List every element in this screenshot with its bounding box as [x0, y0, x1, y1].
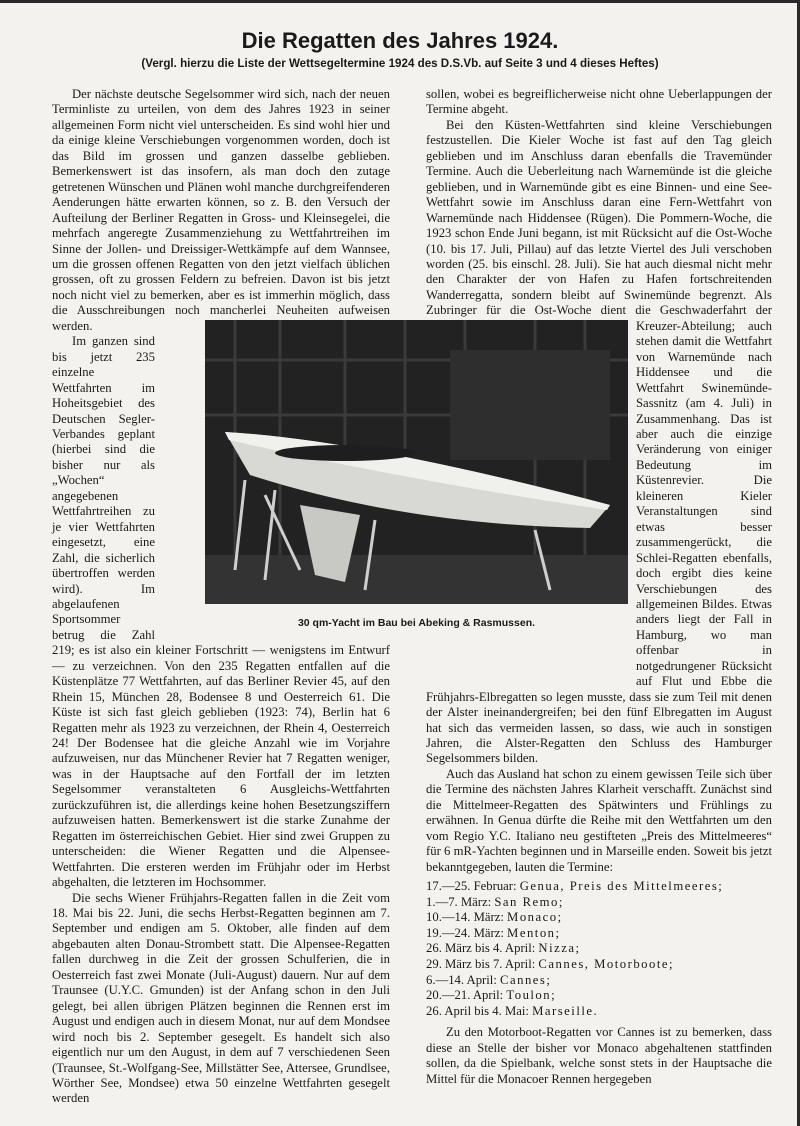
term-event: Cannes;: [500, 972, 552, 987]
term-event: Marseille.: [532, 1003, 599, 1018]
term-event: San Remo;: [494, 894, 564, 909]
term-event: Nizza;: [538, 941, 581, 956]
term-date: 6.—14. April:: [426, 972, 497, 987]
term-date: 10.—14. März:: [426, 910, 504, 925]
page-subtitle: (Vergl. hierzu die Liste der Wettsegeltermine 1924 des D.S.Vb. auf Seite 3 und 4 dieses Heftes): [141, 57, 659, 70]
figure-caption: 30 qm-Yacht im Bau bei Abeking & Rasmussen.: [297, 617, 536, 629]
term-date: 29. März bis 7. April:: [426, 957, 536, 972]
term-date: 1.—7. März:: [426, 894, 492, 909]
yacht-photo: [205, 320, 628, 604]
term-event: Cannes, Motorboote;: [538, 957, 675, 972]
term-date: 20.—21. April:: [426, 988, 504, 1003]
paragraph: Bei den Küsten-Wettfahrten sind kleine Verschiebungen festzustellen. Die Kieler Woche ist fast auf den Tag gleich geblieben und im Anschluss daran ebenfalls die Travemünder Termine. Auch die Ueberleitung nach Warnemünde ist die gleiche geblieben, und in Warnemünde gibt es eine Binnen- und eine See-Wettfahrt sowie im Anschluss daran eine Fern-Wettfahrt von Warnemünde nach Hiddensee (Rügen). Die Pommern-Woche, die 1923 schon Ende Juni begann, ist mit Rücksicht auf die Ost-Woche (10. bis 17. Juli, Pillau) auf das letzte Viertel des Juli verschoben worden (25. bis einschl. 28. Juli). Sie hat auch diesmal nicht mehr den Charakter der von Hafen zu Hafen fortschreitenden Wanderregatta, sondern bleibt auf Swinemünde begrenzt. Als Zubringer für die Ost-Woche dient die Geschwaderfahrt der Kreuzer-Abteilung; auch stehen damit die Wettfahrt von Warnemünde nach Hiddensee und die Wettfahrt Swinemünde-Sassnitz (am 4. Juli) in Zusammenhang. Das ist aber auch die einzige Veränderung von einiger Bedeutung im Küstenrevier. Die kleineren Kieler Veranstaltungen sind etwas besser zusammengerückt, die Schlei-Regatten ebenfalls, doch ergibt dies keine Verschiebungen des allgemeinen Bildes. Etwas anders liegt der Fall in Hamburg, wo man offenbar in notgedrungener Rücksicht auf Flut und Ebbe die Frühjahrs-Elbregatten so legen musste, dass sie zum Teil mit denen der Alster ineinandergreifen; bei den fünf Elbregatten im August hat sich das vermeiden lassen, so dass, wie auch in sonstigen Jahren, die Alster-Regatten den Schluss des Hamburger Segelsommers bilden.: [426, 117, 772, 766]
term-item: [426, 988, 772, 1004]
term-date: 17.—25. Februar:: [426, 879, 517, 894]
term-item: [426, 941, 772, 957]
paragraph: Zu den Motorboot-Regatten vor Cannes ist zu bemerken, dass diese an Stelle der bisher vor Monaco abgehaltenen stattfinden sollen, da die Spielbank, welche sonst stets in der Hauptsache die Mittel für die Monacoer Rennen hergegeben: [426, 1025, 772, 1086]
term-item: [426, 926, 772, 942]
term-item: [426, 957, 772, 973]
term-date: 19.—24. März:: [426, 925, 504, 940]
paragraph: Im ganzen sind bis jetzt 235 einzelne Wettfahrten im Hoheitsgebiet des Deutschen Segler-Verbandes geplant (hierbei sind die bisher nur als „Wochen“ angegebenen Wettfahrtreihen zu je vier Wettfahrten eingesetzt, eine Zahl, die sicherlich übertroffen werden wird). Im abgelaufenen Sportsommer betrug die Zahl 219; es ist also ein kleiner Fortschritt — wenigstens im Entwurf — zu verzeichnen. Von den 235 Regatten entfallen auf die Küstenplätze 77 Wettfahrten, auf das Berliner Revier 45, auf den Rhein 15, München 28, Bodensee 8 und Oesterreich 61. Die Küste ist sich fast gleich geblieben (1923: 74), Berlin hat 6 Regatten mehr als 1923 zu verzeichnen, der Rhein 4, Oesterreich 24! Der Bodensee hat die gleiche Anzahl wie im Vorjahre aufzuweisen, nur das Münchener Revier hat 7 Regatten weniger, was in der Hauptsache auf den Fortfall der im letzten Segelsommer veranstalteten 6 Ausgleichs-Wettfahrten zurückzuführen ist, die allerdings keine hohen Besetzungsziffern aufzuweisen hatten. Bemerkenswert ist die starke Zunahme der Regatten im österreichischen Gebiet. Hier sind zwei Gruppen zu unterscheiden: die Wiener Regatten und die Alpensee-Wettfahrten. Die ersteren werden im Frühjahr oder im Herbst abgehalten, die letzteren im Hochsommer.: [52, 334, 390, 890]
term-event: Monaco;: [507, 910, 563, 925]
shed-window: [450, 350, 610, 460]
scan-border-top: [0, 0, 800, 3]
term-event: Toulon;: [506, 988, 557, 1003]
term-item: [426, 895, 772, 911]
regatta-term-list: [426, 879, 772, 1019]
paragraph: Der nächste deutsche Segelsommer wird sich, nach der neuen Terminliste zu urteilen, von dem des Jahres 1923 in seiner allgemeinen Form nicht viel unterscheiden. Es sind wohl hier und da einige kleine Verschiebungen vorgenommen worden, doch ist das Bild im grossen und ganzen dasselbe geblieben. Bemerkenswert ist das insofern, als man doch den zutage getretenen Wünschen und Plänen wohl manche durchgreifenderen Aenderungen hätte erwarten können, so z. B. den Versuch der Aufteilung der Berliner Regatten in Gross- und Kleinsegelei, die mehrfach angeregte Zusammenziehung zu Wettfahrtreihen im Sinne der Jollen- und Dreissiger-Wettkämpfe auf dem Wannsee, um die grossen offenen Regatten von den jetzt vielfach üblichen grossen, oft zu grossen Feldern zu befreien. Davon ist bis jetzt noch nicht viel zu bemerken, aber es ist immerhin möglich, dass die Ausschreibungen noch mancherlei Neuheiten aufweisen werden.: [52, 87, 390, 333]
term-date: 26. März bis 4. April:: [426, 941, 536, 956]
term-item: [426, 910, 772, 926]
term-item: [426, 879, 772, 895]
term-item: [426, 1004, 772, 1020]
yacht-illustration: [205, 320, 628, 604]
term-event: Menton;: [507, 925, 561, 940]
page-title: Die Regatten des Jahres 1924.: [241, 28, 559, 53]
paragraph: Die sechs Wiener Frühjahrs-Regatten fallen in die Zeit vom 18. Mai bis 22. Juni, die sechs Herbst-Regatten beginnen am 7. September und endigen am 5. Oktober, alle finden auf dem abgebauten alten Donau-Strombett statt. Die Alpensee-Regatten fallen durchweg in die Zeit der grossen Schulferien, die in Oesterreich fast zwei Monate (Juli-August) dauern. Nur auf dem Traunsee (U.Y.C. Gmunden) ist der Anfang schon in den Juli gelegt, bei allen übrigen Plätzen beginnen die Rennen erst im August und endigen auch in diesem Monat, nur auf dem Mondsee wird noch bis 2. September gesegelt. Es handelt sich also eigentlich nur um den August, in dem auf 7 verschiedenen Seen (Traunsee, St.-Wolfgang-See, Millstätter See, Attersee, Grundlsee, Wörther See, Mondsee) etwa 50 einzelne Wettfahrten gesegelt werden: [52, 890, 390, 1106]
paragraph: Auch das Ausland hat schon zu einem gewissen Teile sich über die Termine des nächsten Jahres Klarheit verschafft. Zunächst sind die Mittelmeer-Regatten des Spätwinters und Frühlings zu erwähnen. In Genua dürfte die Reihe mit den Wettfahrten um den vom Regio Y.C. Italiano neu gestifteten „Preis des Mittelmeeres“ für 6 mR-Yachten beginnen und in Marseille enden. Soweit bis jetzt bekanntgegeben, lauten die Termine:: [426, 766, 772, 874]
term-date: 26. April bis 4. Mai:: [426, 1003, 529, 1018]
yacht-cockpit: [275, 445, 415, 461]
term-event: Genua, Preis des Mittelmeeres;: [519, 879, 724, 894]
paragraph: sollen, wobei es begreiflicherweise nicht ohne Ueberlappungen der Termine abgeht.: [426, 87, 772, 117]
term-item: [426, 973, 772, 989]
